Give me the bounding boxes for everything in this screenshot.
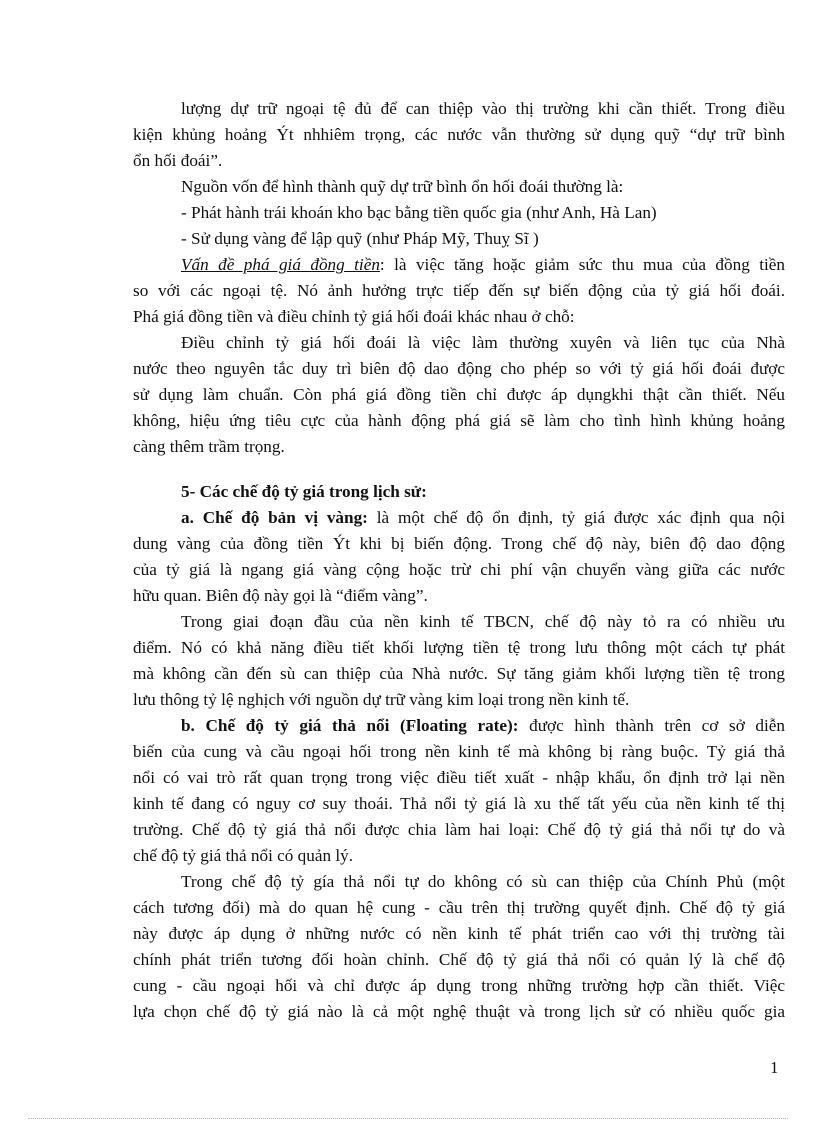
paragraph-line: biến của cung và cầu ngoại hối trong nền kinh tế mà không bị ràng buộc. Tỷ giá thả — [133, 742, 785, 761]
paragraph-line — [181, 254, 785, 276]
paragraph-text: là một chế độ ổn định, tỷ giá được xác định qua nội — [376, 508, 785, 527]
paragraph-line: nước theo nguyên tắc duy trì biên độ dao động cho phép so với tỷ giá hối đoái được — [133, 359, 785, 378]
paragraph-line: chính phát triển tương đối hoàn chỉnh. Chế độ tỷ giá thả nổi có quản lý là chế độ — [133, 950, 785, 969]
page-number: 1 — [770, 1058, 779, 1077]
paragraph-line: cung - cầu ngoại hối và chỉ được áp dụng trong những trường hợp cần thiết. Việc — [133, 976, 785, 995]
paragraph-line: Nguồn vốn để hình thành quỹ dự trữ bình ổn hối đoái thường là: — [181, 177, 624, 196]
paragraph-line: ổn hối đoái”. — [133, 151, 223, 170]
paragraph-line — [181, 507, 785, 529]
list-item: - Phát hành trái khoán kho bạc bằng tiền quốc gia (như Anh, Hà Lan) — [181, 203, 657, 222]
paragraph-line: cách tương đối) mà do quan hệ cung - cầu trên thị trường quyết định. Chế độ tỷ giá — [133, 898, 785, 917]
paragraph-line: điểm. Nó có khả năng điều tiết khối lượng tiền tệ trong lưu thông một cách tự phát — [133, 638, 785, 657]
list-item: - Sử dụng vàng để lập quỹ (như Pháp Mỹ, Thuỵ Sĩ ) — [181, 229, 539, 248]
paragraph-line: kinh tế đang có nguy cơ suy thoái. Thả nổi tỷ giá là xu thế tất yếu của nền kinh tế thị — [133, 794, 785, 813]
paragraph-line: mà không cần đến sù can thiệp của Nhà nước. Sự tăng giảm khối lượng tiền tệ trong — [133, 664, 785, 683]
devaluation-heading: Vấn đề phá giá đồng tiền — [181, 255, 380, 274]
paragraph-line: chế độ tỷ giá thả nổi có quản lý. — [133, 846, 354, 865]
paragraph-line: Điều chỉnh tỷ giá hối đoái là việc làm thường xuyên và liên tục của Nhà — [181, 333, 785, 352]
paragraph-line: lượng dự trữ ngoại tệ đủ để can thiệp vào thị trường khi cần thiết. Trong điều — [181, 99, 785, 118]
paragraph-line: Trong giai đoạn đầu của nền kinh tế TBCN, chế độ này tỏ ra có nhiều ưu — [181, 612, 785, 631]
paragraph-line: so với các ngoại tệ. Nó ảnh hưởng trực tiếp đến sự biến động của tỷ giá hối đoái. — [133, 281, 785, 300]
paragraph-text: là việc tăng hoặc giảm sức thu mua của đồng tiền — [394, 255, 785, 274]
paragraph-line: không, hiệu ứng tiêu cực của hành động phá giá sẽ làm cho tình hình khủng hoảng — [133, 411, 785, 430]
gold-standard-heading: a. Chế độ bản vị vàng: — [181, 508, 368, 527]
section-heading: 5- Các chế độ tỷ giá trong lịch sử: — [181, 482, 427, 501]
paragraph-line: càng thêm trầm trọng. — [133, 437, 285, 456]
paragraph-line: lưu thông tỷ lệ nghịch với nguồn dự trữ vàng kim loại trong nền kinh tế. — [133, 690, 630, 709]
paragraph-line: hữu quan. Biên độ này gọi là “điểm vàng”. — [133, 586, 428, 605]
floating-rate-heading: b. Chế độ tỷ giá thả nổi (Floating rate): — [181, 716, 519, 735]
paragraph-line: của tỷ giá là ngang giá vàng cộng hoặc trừ chi phí vận chuyển vàng giữa các nước — [133, 560, 785, 579]
page-bottom-divider — [28, 1118, 788, 1119]
paragraph-line: kiện khủng hoảng Ýt nhhiêm trọng, các nước vẫn thường sử dụng quỹ “dự trữ bình — [133, 125, 785, 144]
paragraph-text: được hình thành trên cơ sở diễn — [529, 716, 785, 735]
paragraph-line: sử dụng làm chuẩn. Còn phá giá đồng tiền chỉ được áp dụngkhi thật cần thiết. Nếu — [133, 385, 785, 404]
paragraph-line: lựa chọn chế độ tỷ giá nào là cả một nghệ thuật và trong lịch sử có nhiều quốc gia — [133, 1002, 785, 1021]
paragraph-line: dung vàng của đồng tiền Ýt khi bị biến động. Trong chế độ này, biên độ dao động — [133, 534, 785, 553]
paragraph-line: Phá giá đồng tiền và điều chỉnh tỷ giá hối đoái khác nhau ở chỗ: — [133, 307, 575, 326]
paragraph-line: nổi có vai trò rất quan trọng trong việc điều tiết xuất - nhập khẩu, ổn định trở lại nền — [133, 768, 785, 787]
paragraph-line: trường. Chế độ tỷ giá thả nổi được chia làm hai loại: Chế độ tỷ giá thả nổi tự do và — [133, 820, 785, 839]
heading-colon: : — [379, 255, 385, 274]
paragraph-line: này được áp dụng ở những nước có nền kinh tế phát triển cao với thị trường tài — [133, 924, 785, 943]
paragraph-line: Trong chế độ tỷ gía thả nổi tự do không có sù can thiệp của Chính Phủ (một — [181, 872, 785, 891]
paragraph-line — [181, 715, 785, 737]
